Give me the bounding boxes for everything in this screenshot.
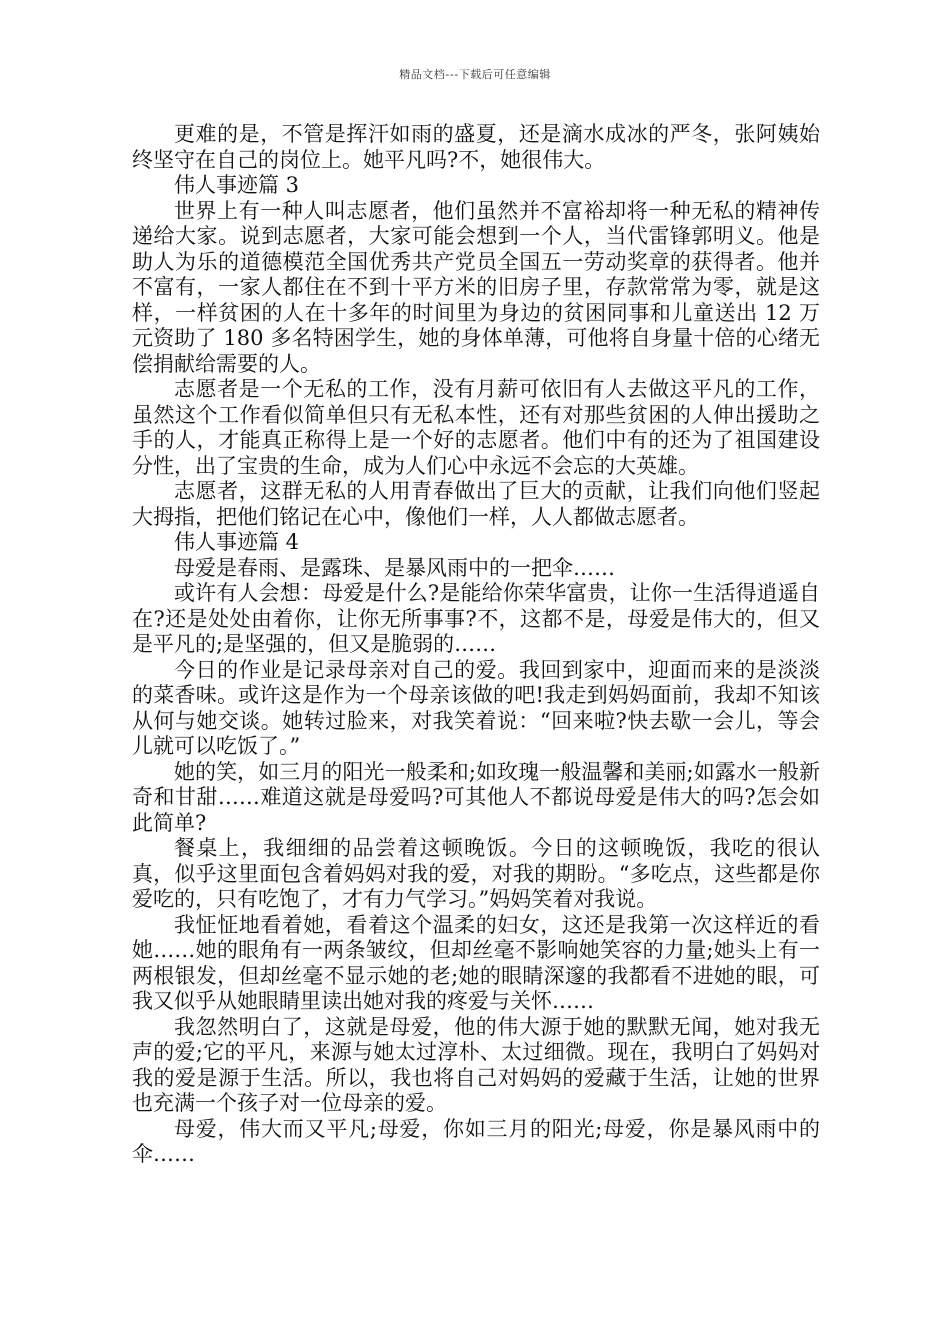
paragraph: 或许有人会想：母爱是什么?是能给你荣华富贵，让你一生活得逍遥自在?还是处处由着你，让你无所事事?不，这都不是，母爱是伟大的，但又是平凡的;是坚强的，但又是脆弱的…… xyxy=(132,581,820,656)
paragraph: 更难的是，不管是挥汗如雨的盛夏，还是滴水成冰的严冬，张阿姨始终坚守在自己的岗位上。她平凡吗?不，她很伟大。 xyxy=(132,122,820,172)
section-heading: 伟人事迹篇 4 xyxy=(174,530,300,554)
paragraph: 她的笑，如三月的阳光一般柔和;如玫瑰一般温馨和美丽;如露水一般新奇和甘甜……难道这就是母爱吗?可其他人不都说母爱是伟大的吗?怎会如此简单? xyxy=(132,759,820,835)
paragraph: 母爱，伟大而又平凡;母爱，你如三月的阳光;母爱，你是暴风雨中的伞…… xyxy=(132,1116,820,1166)
paragraph: 母爱是春雨、是露珠、是暴风雨中的一把伞…… xyxy=(174,555,615,580)
paragraph: 我怔怔地看着她，看着这个温柔的妇女，这还是我第一次这样近的看她……她的眼角有一两条皱纹，但却丝毫不影响她笑容的力量;她头上有一两根银发，但却丝毫不显示她的老;她的眼睛深邃的我都看不进她的眼，可我又似乎从她眼睛里读出她对我的疼爱与关怀…… xyxy=(132,912,820,1013)
page-header: 精品文档---下载后可任意编辑 xyxy=(399,68,551,81)
paragraph: 志愿者是一个无私的工作，没有月薪可依旧有人去做这平凡的工作，虽然这个工作看似简单但只有无私本性，还有对那些贫困的人伸出援助之手的人，才能真正称得上是一个好的志愿者。他们中有的还为了祖国建设分性，出了宝贵的生命，成为人们心中永远不会忘的大英雄。 xyxy=(132,377,820,478)
section-heading: 伟人事迹篇 3 xyxy=(174,173,300,197)
paragraph: 世界上有一种人叫志愿者，他们虽然并不富裕却将一种无私的精神传递给大家。说到志愿者，大家可能会想到一个人，当代雷锋郭明义。他是助人为乐的道德模范全国优秀共产党员全国五一劳动奖章的获得者。他并不富有，一家人都住在不到十平方米的旧房子里，存款常常为零，就是这样，一样贫困的人在十多年的时间里为身边的贫困同事和儿童送出 12 万元资助了 180 多名特困学生，她的身体单薄，可他将自身量十倍的心绪无偿捐献给需要的人。 xyxy=(132,198,820,376)
paragraph: 餐桌上，我细细的品尝着这顿晚饭。今日的这顿晚饭，我吃的很认真，似乎这里面包含着妈妈对我的爱，对我的期盼。“多吃点，这些都是你爱吃的，只有吃饱了，才有力气学习。”妈妈笑着对我说。 xyxy=(132,836,820,911)
document-body xyxy=(132,122,820,1168)
paragraph: 我忽然明白了，这就是母爱，他的伟大源于她的默默无闻，她对我无声的爱;它的平凡，来源与她太过淳朴、太过细微。现在，我明白了妈妈对我的爱是源于生活。所以，我也将自己对妈妈的爱藏于生活，让她的世界也充满一个孩子对一位母亲的爱。 xyxy=(132,1014,820,1115)
paragraph: 志愿者，这群无私的人用青春做出了巨大的贡献，让我们向他们竖起大拇指，把他们铭记在心中，像他们一样，人人都做志愿者。 xyxy=(132,479,820,529)
paragraph: 今日的作业是记录母亲对自己的爱。我回到家中，迎面而来的是淡淡的菜香味。或许这是作为一个母亲该做的吧!我走到妈妈面前，我却不知该从何与她交谈。她转过脸来，对我笑着说：“回来啦?快去歇一会儿，等会儿就可以吃饭了。” xyxy=(132,657,820,758)
